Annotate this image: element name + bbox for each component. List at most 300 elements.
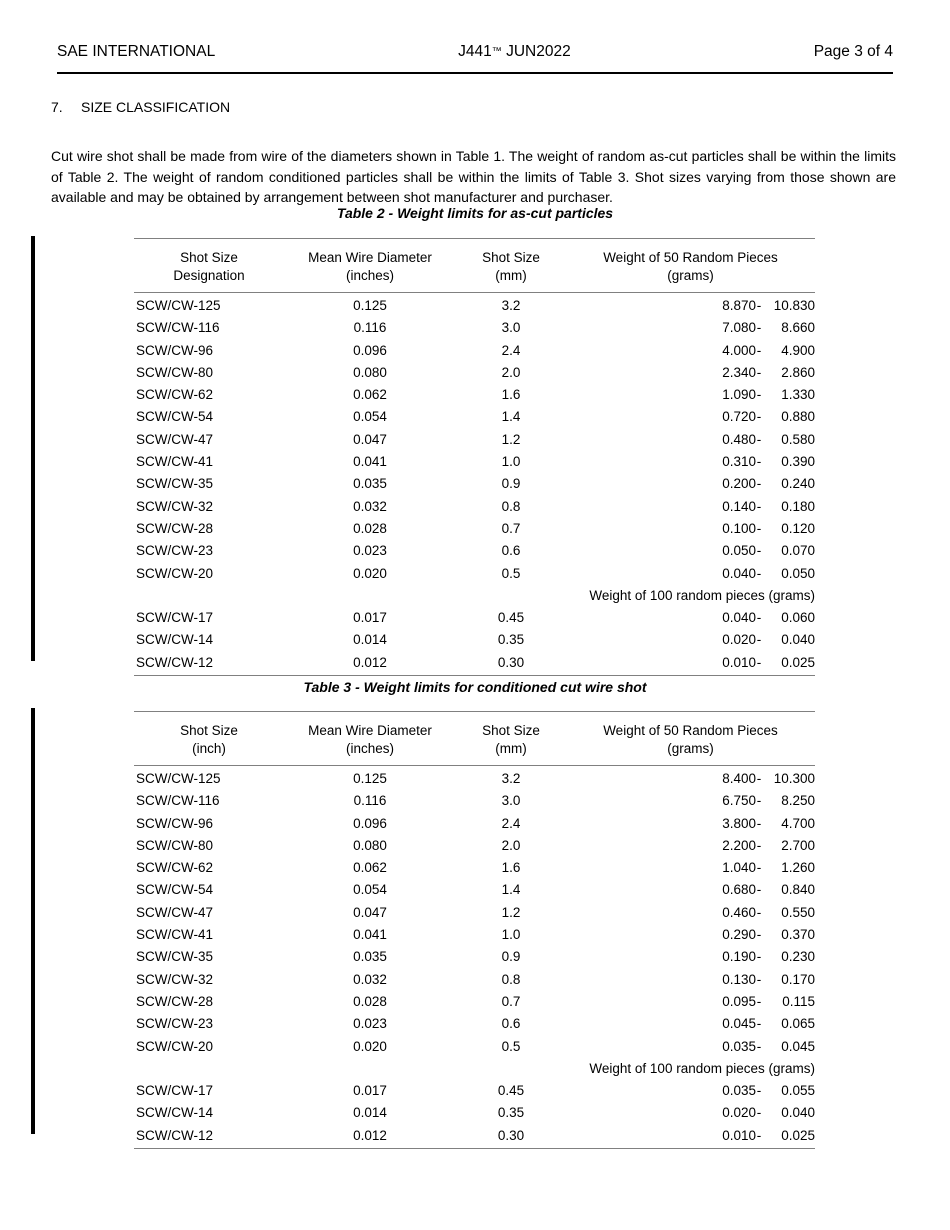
table-row — [134, 429, 815, 451]
weight-max: 0.045 — [781, 1038, 815, 1054]
cell-shot-size-mm: 1.0 — [501, 927, 521, 943]
weight-max: 2.700 — [781, 837, 815, 853]
cell-mean-wire-diameter: 0.080 — [353, 837, 387, 853]
weight-min: 0.480 — [722, 431, 756, 447]
weight-range-dash: - — [756, 815, 762, 831]
table-row — [134, 766, 815, 791]
cell-weight-range — [566, 813, 815, 835]
cell-shot-size-mm: 0.45 — [497, 1083, 525, 1099]
cell-designation: SCW/CW-80 — [136, 364, 214, 380]
weight-max: 0.370 — [781, 927, 815, 943]
cell-mean-wire-diameter: 0.096 — [353, 815, 387, 831]
weight-min: 0.050 — [722, 543, 756, 559]
table-row — [134, 1036, 815, 1058]
cell-weight-range — [566, 1080, 815, 1102]
header-organization: SAE INTERNATIONAL — [57, 43, 216, 60]
cell-shot-size-mm: 0.9 — [501, 949, 521, 965]
weight-range-dash: - — [756, 1083, 762, 1099]
cell-shot-size-mm: 0.8 — [501, 498, 521, 514]
weight-min: 8.400 — [722, 771, 756, 786]
cell-designation: SCW/CW-32 — [136, 971, 214, 987]
weight-max: 0.115 — [782, 993, 815, 1009]
cell-designation: SCW/CW-35 — [136, 476, 214, 492]
cell-weight-range — [566, 946, 815, 968]
weight-max: 10.830 — [773, 298, 815, 313]
table2-head — [134, 239, 815, 293]
weight-max: 0.550 — [781, 904, 815, 920]
header-line2: (mm) — [495, 741, 527, 756]
weight-range-dash: - — [756, 565, 762, 581]
cell-shot-size-mm: 0.7 — [501, 993, 521, 1009]
section-title: SIZE CLASSIFICATION — [81, 99, 231, 115]
cell-shot-size-mm: 3.0 — [501, 793, 521, 809]
weight-min: 2.200 — [722, 837, 756, 853]
weight-range-dash: - — [756, 610, 762, 626]
header-doc-date: JUN2022 — [501, 43, 571, 60]
cell-mean-wire-diameter: 0.014 — [353, 632, 387, 648]
weight-max: 0.390 — [781, 454, 815, 470]
weight-max: 0.070 — [781, 543, 815, 559]
table-row — [134, 813, 815, 835]
cell-weight-range — [566, 473, 815, 495]
cell-mean-wire-diameter: 0.096 — [353, 342, 387, 358]
cell-mean-wire-diameter: 0.017 — [353, 610, 387, 626]
cell-weight-range — [566, 969, 815, 991]
weight-range-dash: - — [756, 543, 762, 559]
cell-weight-range — [566, 293, 815, 318]
cell-mean-wire-diameter: 0.023 — [353, 1016, 387, 1032]
cell-weight-range — [566, 924, 815, 946]
table3-header-row — [134, 712, 815, 766]
table-subnote: Weight of 100 random pieces (grams) — [589, 587, 815, 603]
table-row — [134, 629, 815, 651]
weight-max: 0.025 — [781, 1127, 815, 1143]
cell-mean-wire-diameter: 0.035 — [353, 476, 387, 492]
header-line1: Shot Size — [482, 250, 540, 265]
header-line1: Shot Size — [482, 723, 540, 738]
cell-shot-size-mm: 1.4 — [501, 882, 521, 898]
weight-max: 0.840 — [781, 882, 815, 898]
cell-designation: SCW/CW-80 — [136, 837, 214, 853]
cell-weight-range — [566, 317, 815, 339]
cell-mean-wire-diameter: 0.035 — [353, 949, 387, 965]
cell-designation: SCW/CW-14 — [136, 632, 214, 648]
weight-range-dash: - — [756, 364, 762, 380]
weight-max: 0.040 — [781, 632, 815, 648]
weight-max: 0.230 — [781, 949, 815, 965]
weight-range-dash: - — [756, 431, 762, 447]
weight-range-dash: - — [756, 882, 762, 898]
table2-header-row — [134, 239, 815, 293]
weight-min: 0.720 — [722, 409, 756, 425]
section-heading — [51, 98, 230, 116]
table-row — [134, 518, 815, 540]
weight-range-dash: - — [756, 498, 762, 514]
page-header — [57, 42, 893, 74]
cell-shot-size-mm: 0.6 — [501, 543, 521, 559]
weight-max: 10.300 — [773, 771, 815, 786]
cell-mean-wire-diameter: 0.080 — [353, 364, 387, 380]
table-row — [134, 496, 815, 518]
table-row — [134, 924, 815, 946]
table-subnote-row — [134, 1058, 815, 1080]
cell-weight-range — [566, 607, 815, 629]
weight-range-dash: - — [756, 409, 762, 425]
weight-min: 0.290 — [722, 927, 756, 943]
weight-range-dash: - — [756, 298, 762, 313]
weight-min: 0.045 — [722, 1016, 756, 1032]
weight-min: 0.040 — [722, 610, 756, 626]
cell-mean-wire-diameter: 0.062 — [353, 860, 387, 876]
table3-head — [134, 712, 815, 766]
table-row — [134, 473, 815, 495]
cell-designation: SCW/CW-14 — [136, 1105, 214, 1121]
weight-min: 0.200 — [722, 476, 756, 492]
cell-weight-range — [566, 540, 815, 562]
cell-mean-wire-diameter: 0.125 — [353, 298, 387, 313]
cell-mean-wire-diameter: 0.047 — [353, 904, 387, 920]
header-line1: Shot Size — [180, 723, 238, 738]
cell-shot-size-mm: 0.5 — [501, 1038, 521, 1054]
table2-col-header-designation — [134, 239, 284, 293]
weight-min: 0.130 — [722, 971, 756, 987]
weight-max: 0.580 — [781, 431, 815, 447]
cell-designation: SCW/CW-54 — [136, 882, 214, 898]
weight-range-dash: - — [756, 860, 762, 876]
cell-shot-size-mm: 2.4 — [501, 342, 521, 358]
cell-designation: SCW/CW-47 — [136, 904, 214, 920]
table3-container — [134, 711, 815, 1149]
table-row — [134, 835, 815, 857]
cell-mean-wire-diameter: 0.041 — [353, 454, 387, 470]
table2-col-header-shot-size-mm — [456, 239, 566, 293]
table-weight-limits-conditioned — [134, 711, 815, 1149]
weight-min: 0.100 — [722, 520, 756, 536]
weight-max: 8.250 — [781, 793, 815, 809]
weight-min: 0.020 — [722, 1105, 756, 1121]
cell-shot-size-mm: 0.30 — [456, 1125, 566, 1149]
cell-designation: SCW/CW-20 — [136, 565, 214, 581]
table3-col-header-diameter — [284, 712, 456, 766]
cell-mean-wire-diameter: 0.028 — [353, 993, 387, 1009]
cell-weight-range — [566, 790, 815, 812]
weight-max: 0.040 — [781, 1105, 815, 1121]
weight-range-dash: - — [756, 993, 762, 1009]
cell-mean-wire-diameter: 0.032 — [353, 498, 387, 514]
header-line2: (mm) — [495, 268, 527, 283]
weight-range-dash: - — [756, 927, 762, 943]
cell-designation: SCW/CW-32 — [136, 498, 214, 514]
cell-shot-size-mm: 0.45 — [497, 610, 525, 626]
cell-mean-wire-diameter: 0.028 — [353, 520, 387, 536]
weight-range-dash: - — [756, 949, 762, 965]
cell-designation: SCW/CW-35 — [136, 949, 214, 965]
weight-range-dash: - — [756, 1105, 762, 1121]
table-subnote-row — [134, 585, 815, 607]
cell-mean-wire-diameter: 0.041 — [353, 927, 387, 943]
header-line1: Weight of 50 Random Pieces — [603, 723, 778, 738]
weight-min: 0.035 — [722, 1038, 756, 1054]
table-row — [134, 1125, 815, 1149]
cell-weight-range — [566, 518, 815, 540]
table-row — [134, 607, 815, 629]
trademark-icon: ™ — [491, 46, 502, 57]
table-row — [134, 384, 815, 406]
header-line2: (inches) — [345, 268, 394, 283]
table-row — [134, 946, 815, 968]
weight-range-dash: - — [756, 837, 762, 853]
cell-weight-range — [566, 652, 815, 676]
cell-designation: SCW/CW-62 — [136, 860, 214, 876]
cell-shot-size-mm: 0.6 — [501, 1016, 521, 1032]
weight-max: 0.880 — [781, 409, 815, 425]
header-document-id — [215, 42, 814, 62]
cell-designation: SCW/CW-23 — [136, 543, 214, 559]
table-row — [134, 293, 815, 318]
table-row — [134, 790, 815, 812]
cell-weight-range — [566, 406, 815, 428]
weight-range-dash: - — [756, 971, 762, 987]
weight-range-dash: - — [756, 654, 762, 670]
weight-range-dash: - — [756, 1016, 762, 1032]
table-row — [134, 451, 815, 473]
table-row — [134, 1102, 815, 1124]
cell-designation: SCW/CW-116 — [136, 793, 220, 809]
cell-mean-wire-diameter: 0.062 — [353, 387, 387, 403]
cell-weight-range — [566, 563, 815, 585]
cell-designation: SCW/CW-41 — [136, 927, 214, 943]
cell-shot-size-mm: 0.5 — [501, 565, 521, 581]
cell-designation: SCW/CW-125 — [136, 298, 221, 313]
header-line2: (grams) — [667, 268, 714, 283]
table2-container — [134, 238, 815, 676]
table3-col-header-weight — [566, 712, 815, 766]
cell-mean-wire-diameter: 0.012 — [284, 1125, 456, 1149]
cell-shot-size-mm: 2.4 — [501, 815, 521, 831]
cell-mean-wire-diameter: 0.054 — [353, 409, 387, 425]
weight-max: 1.330 — [781, 387, 815, 403]
cell-shot-size-mm: 1.2 — [501, 904, 521, 920]
cell-shot-size-mm: 0.30 — [456, 652, 566, 676]
header-line2: (grams) — [667, 741, 714, 756]
weight-range-dash: - — [756, 1038, 762, 1054]
cell-designation: SCW/CW-17 — [136, 610, 214, 626]
cell-mean-wire-diameter: 0.125 — [353, 771, 387, 786]
cell-weight-range — [566, 496, 815, 518]
weight-range-dash: - — [756, 520, 762, 536]
table2-col-header-weight — [566, 239, 815, 293]
cell-designation: SCW/CW-96 — [136, 815, 214, 831]
cell-weight-range — [566, 340, 815, 362]
cell-designation: SCW/CW-47 — [136, 431, 214, 447]
cell-shot-size-mm: 3.0 — [501, 320, 521, 336]
table-subnote: Weight of 100 random pieces (grams) — [589, 1060, 815, 1076]
cell-designation: SCW/CW-41 — [136, 454, 214, 470]
weight-max: 2.860 — [781, 364, 815, 380]
cell-mean-wire-diameter: 0.012 — [284, 652, 456, 676]
weight-min: 0.095 — [722, 993, 756, 1009]
cell-shot-size-mm: 3.2 — [501, 298, 521, 313]
cell-shot-size-mm: 2.0 — [501, 837, 521, 853]
weight-min: 6.750 — [722, 793, 756, 809]
weight-min: 0.190 — [722, 949, 756, 965]
cell-mean-wire-diameter: 0.116 — [353, 320, 387, 336]
cell-designation: SCW/CW-17 — [136, 1083, 214, 1099]
cell-mean-wire-diameter: 0.023 — [353, 543, 387, 559]
weight-min: 0.040 — [722, 565, 756, 581]
cell-weight-range — [566, 879, 815, 901]
cell-shot-size-mm: 3.2 — [501, 771, 521, 786]
weight-range-dash: - — [756, 793, 762, 809]
weight-range-dash: - — [756, 476, 762, 492]
cell-mean-wire-diameter: 0.020 — [353, 565, 387, 581]
table3-col-header-shot-size-mm — [456, 712, 566, 766]
table-row — [134, 879, 815, 901]
weight-max: 0.240 — [781, 476, 815, 492]
cell-designation: SCW/CW-96 — [136, 342, 214, 358]
table-row — [134, 1080, 815, 1102]
header-line1: Weight of 50 Random Pieces — [603, 250, 778, 265]
weight-range-dash: - — [756, 387, 762, 403]
cell-designation: SCW/CW-28 — [136, 993, 214, 1009]
cell-shot-size-mm: 0.35 — [497, 632, 525, 648]
header-line2: (inch) — [192, 741, 226, 756]
header-page-number: Page 3 of 4 — [813, 43, 893, 60]
weight-min: 0.310 — [722, 454, 756, 470]
weight-range-dash: - — [756, 342, 762, 358]
table-row — [134, 652, 815, 676]
cell-mean-wire-diameter: 0.116 — [353, 793, 387, 809]
table-row — [134, 969, 815, 991]
cell-mean-wire-diameter: 0.017 — [353, 1083, 387, 1099]
weight-max: 0.180 — [781, 498, 815, 514]
cell-mean-wire-diameter: 0.020 — [353, 1038, 387, 1054]
weight-max: 0.025 — [781, 654, 815, 670]
cell-weight-range — [566, 451, 815, 473]
table-caption-table2: Table 2 - Weight limits for as-cut particles — [336, 205, 614, 221]
cell-weight-range — [566, 991, 815, 1013]
cell-shot-size-mm: 0.8 — [501, 971, 521, 987]
cell-weight-range — [566, 1125, 815, 1149]
weight-min: 0.680 — [722, 882, 756, 898]
header-doc-number: J441 — [458, 43, 492, 60]
table-row — [134, 317, 815, 339]
cell-weight-range — [566, 857, 815, 879]
table2-body — [134, 293, 815, 676]
table-row — [134, 857, 815, 879]
change-bar — [31, 708, 35, 1134]
cell-weight-range — [566, 1036, 815, 1058]
cell-mean-wire-diameter: 0.014 — [353, 1105, 387, 1121]
weight-range-dash: - — [756, 454, 762, 470]
cell-mean-wire-diameter: 0.054 — [353, 882, 387, 898]
weight-min: 0.020 — [722, 632, 756, 648]
cell-designation: SCW/CW-125 — [136, 771, 221, 786]
cell-designation: SCW/CW-28 — [136, 520, 214, 536]
weight-max: 0.065 — [781, 1016, 815, 1032]
cell-designation: SCW/CW-12 — [134, 1125, 284, 1149]
weight-min: 1.090 — [722, 387, 756, 403]
weight-min: 0.035 — [722, 1083, 756, 1099]
cell-designation: SCW/CW-23 — [136, 1016, 214, 1032]
weight-min: 7.080 — [722, 320, 756, 336]
body-paragraph: Cut wire shot shall be made from wire of the diameters shown in Table 1. The weight of random as-cut particles shall be within the limits of Table 2. The weight of random conditioned particles shall be within the limits of Table 3. Shot sizes varying from those shown are available and may be obtained by arrangement between shot manufacturer and purchaser. — [51, 148, 896, 205]
weight-min: 4.000 — [722, 342, 756, 358]
cell-weight-range — [566, 629, 815, 651]
header-line2: (inches) — [345, 741, 394, 756]
cell-weight-range — [566, 429, 815, 451]
header-line1: Shot Size — [180, 250, 238, 265]
cell-weight-range — [566, 1102, 815, 1124]
cell-mean-wire-diameter: 0.032 — [353, 971, 387, 987]
weight-min: 0.010 — [722, 1127, 756, 1143]
cell-weight-range — [566, 835, 815, 857]
weight-max: 0.055 — [781, 1083, 815, 1099]
weight-range-dash: - — [756, 320, 762, 336]
cell-weight-range — [566, 362, 815, 384]
cell-shot-size-mm: 1.6 — [501, 860, 521, 876]
weight-min: 3.800 — [722, 815, 756, 831]
weight-min: 0.010 — [722, 654, 756, 670]
cell-weight-range — [566, 902, 815, 924]
weight-max: 4.900 — [781, 342, 815, 358]
weight-max: 0.120 — [781, 520, 815, 536]
header-line1: Mean Wire Diameter — [308, 250, 432, 265]
table2-col-header-diameter — [284, 239, 456, 293]
cell-shot-size-mm: 1.6 — [501, 387, 521, 403]
weight-max: 1.260 — [781, 860, 815, 876]
cell-shot-size-mm: 1.4 — [501, 409, 521, 425]
table-row — [134, 1013, 815, 1035]
cell-designation: SCW/CW-116 — [136, 320, 220, 336]
header-line1: Mean Wire Diameter — [308, 723, 432, 738]
table-caption-table3: Table 3 - Weight limits for conditioned cut wire shot — [303, 679, 647, 695]
weight-range-dash: - — [756, 904, 762, 920]
weight-min: 0.140 — [722, 498, 756, 514]
weight-max: 0.170 — [781, 971, 815, 987]
cell-shot-size-mm: 1.2 — [501, 431, 521, 447]
weight-max: 0.060 — [781, 610, 815, 626]
table-weight-limits-as-cut — [134, 238, 815, 676]
table3-col-header-designation — [134, 712, 284, 766]
section-number: 7. — [51, 99, 63, 115]
weight-max: 8.660 — [781, 320, 815, 336]
table3-body — [134, 766, 815, 1149]
cell-shot-size-mm: 0.35 — [497, 1105, 525, 1121]
weight-max: 4.700 — [781, 815, 815, 831]
header-line2: Designation — [173, 268, 245, 283]
weight-min: 2.340 — [722, 364, 756, 380]
table-row — [134, 406, 815, 428]
weight-min: 8.870 — [722, 298, 756, 313]
cell-weight-range — [566, 766, 815, 791]
weight-range-dash: - — [756, 632, 762, 648]
weight-min: 1.040 — [722, 860, 756, 876]
table-row — [134, 340, 815, 362]
cell-designation: SCW/CW-62 — [136, 387, 214, 403]
cell-weight-range — [566, 384, 815, 406]
weight-max: 0.050 — [781, 565, 815, 581]
table-row — [134, 991, 815, 1013]
table-row — [134, 540, 815, 562]
cell-shot-size-mm: 1.0 — [501, 454, 521, 470]
weight-min: 0.460 — [722, 904, 756, 920]
cell-designation: SCW/CW-12 — [134, 652, 284, 676]
weight-range-dash: - — [756, 771, 762, 786]
cell-shot-size-mm: 2.0 — [501, 364, 521, 380]
cell-shot-size-mm: 0.7 — [501, 520, 521, 536]
table-row — [134, 362, 815, 384]
